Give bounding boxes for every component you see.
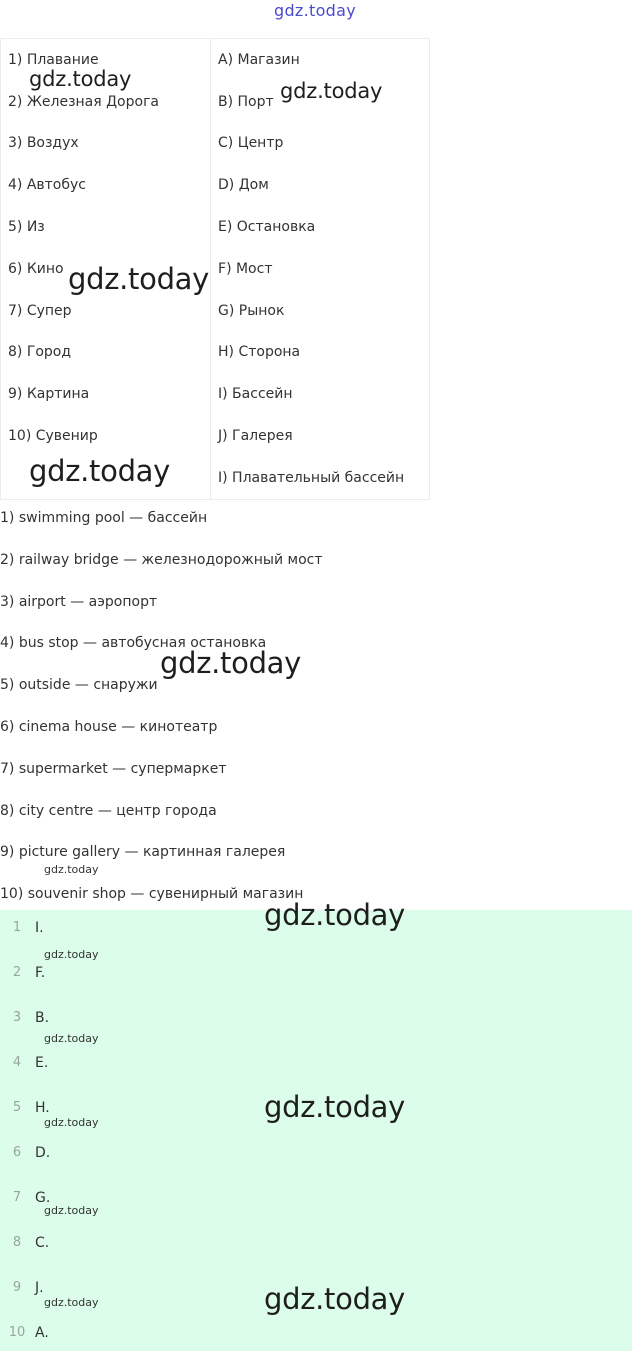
answer-number: 1 xyxy=(12,920,22,935)
matching-left-cell: 6) Кино xyxy=(1,248,211,290)
matching-left-cell: 5) Из xyxy=(1,206,211,248)
translation-item: 7) supermarket — супермаркет xyxy=(0,760,227,777)
translation-item: 4) bus stop — автобусная остановка xyxy=(0,635,267,652)
matching-right-cell: E) Остановка xyxy=(218,219,316,236)
matching-left-cell: 10) Сувенир xyxy=(1,415,211,457)
watermark: gdz.today xyxy=(264,898,406,932)
matching-row xyxy=(1,123,430,165)
answer-value: A. xyxy=(35,1325,49,1341)
matching-left-cell: 8) Город xyxy=(1,332,211,374)
translation-list xyxy=(0,498,323,916)
answer-value: D. xyxy=(35,1145,51,1161)
answer-value: J. xyxy=(35,1280,44,1296)
answer-value: E. xyxy=(35,1055,49,1071)
matching-right-cell: F) Мост xyxy=(218,260,273,277)
answer-number: 5 xyxy=(12,1100,22,1115)
matching-right-cell: I) Бассейн xyxy=(218,386,293,403)
watermark: gdz.today xyxy=(29,67,132,91)
matching-row xyxy=(1,248,430,290)
watermark: gdz.today xyxy=(44,863,99,876)
answer-number: 2 xyxy=(12,965,22,980)
translation-item: 10) souvenir shop — сувенирный магазин xyxy=(0,886,304,903)
matching-right-cell: D) Дом xyxy=(218,177,269,194)
matching-right-cell: C) Центр xyxy=(218,135,284,152)
answer-value: C. xyxy=(35,1235,50,1251)
answer-number: 9 xyxy=(12,1280,22,1295)
matching-table xyxy=(0,38,430,500)
watermark: gdz.today xyxy=(264,1282,406,1316)
watermark: gdz.today xyxy=(264,1090,406,1124)
answer-value: I. xyxy=(35,920,44,936)
matching-row xyxy=(1,164,430,206)
matching-left-cell: 9) Картина xyxy=(1,373,211,415)
watermark: gdz.today xyxy=(280,79,383,103)
matching-row xyxy=(1,332,430,374)
matching-right-cell: B) Порт xyxy=(218,93,274,110)
matching-left-cell: 7) Супер xyxy=(1,290,211,332)
answer-number: 7 xyxy=(12,1190,22,1205)
matching-row xyxy=(1,415,430,457)
matching-left-cell: 4) Автобус xyxy=(1,164,211,206)
translation-item: 5) outside — снаружи xyxy=(0,677,158,694)
translation-item: 1) swimming pool — бассейн xyxy=(0,510,208,526)
translation-item: 9) picture gallery — картинная галерея xyxy=(0,844,286,861)
answer-number: 10 xyxy=(8,1325,26,1340)
matching-right-cell: G) Рынок xyxy=(218,302,285,319)
answer-number: 6 xyxy=(12,1145,22,1160)
translation-item: 8) city centre — центр города xyxy=(0,802,217,819)
answer-number: 4 xyxy=(12,1055,22,1070)
answer-value: B. xyxy=(35,1010,50,1026)
watermark: gdz.today xyxy=(44,948,99,961)
watermark: gdz.today xyxy=(29,454,171,488)
matching-right-cell: J) Галерея xyxy=(218,428,293,445)
answer-number: 8 xyxy=(12,1235,22,1250)
watermark: gdz.today xyxy=(44,1116,99,1129)
translation-item: 6) cinema house — кинотеатр xyxy=(0,718,218,735)
matching-row xyxy=(1,290,430,332)
matching-left-cell: 3) Воздух xyxy=(1,123,211,165)
answer-value: H. xyxy=(35,1100,50,1116)
matching-row xyxy=(1,373,430,415)
watermark: gdz.today xyxy=(44,1204,99,1217)
matching-left-cell: 1) Плавание xyxy=(1,39,211,81)
matching-left-cell: 2) Железная Дорога xyxy=(1,81,211,123)
translation-item: 3) airport — аэропорт xyxy=(0,593,158,610)
matching-right-cell: A) Магазин xyxy=(218,51,300,68)
translation-item: 2) railway bridge — железнодорожный мост xyxy=(0,551,323,568)
answer-value: F. xyxy=(35,965,46,981)
watermark: gdz.today xyxy=(160,646,302,680)
matching-right-cell: H) Сторона xyxy=(218,344,301,361)
watermark-top: gdz.today xyxy=(274,1,356,20)
matching-table-body xyxy=(1,39,430,500)
matching-right-cell: I) Плавательный бассейн xyxy=(218,469,405,486)
watermark: gdz.today xyxy=(68,262,210,296)
matching-row xyxy=(1,206,430,248)
watermark: gdz.today xyxy=(44,1032,99,1045)
answer-value: G. xyxy=(35,1190,51,1206)
watermark: gdz.today xyxy=(44,1296,99,1309)
answer-number: 3 xyxy=(12,1010,22,1025)
